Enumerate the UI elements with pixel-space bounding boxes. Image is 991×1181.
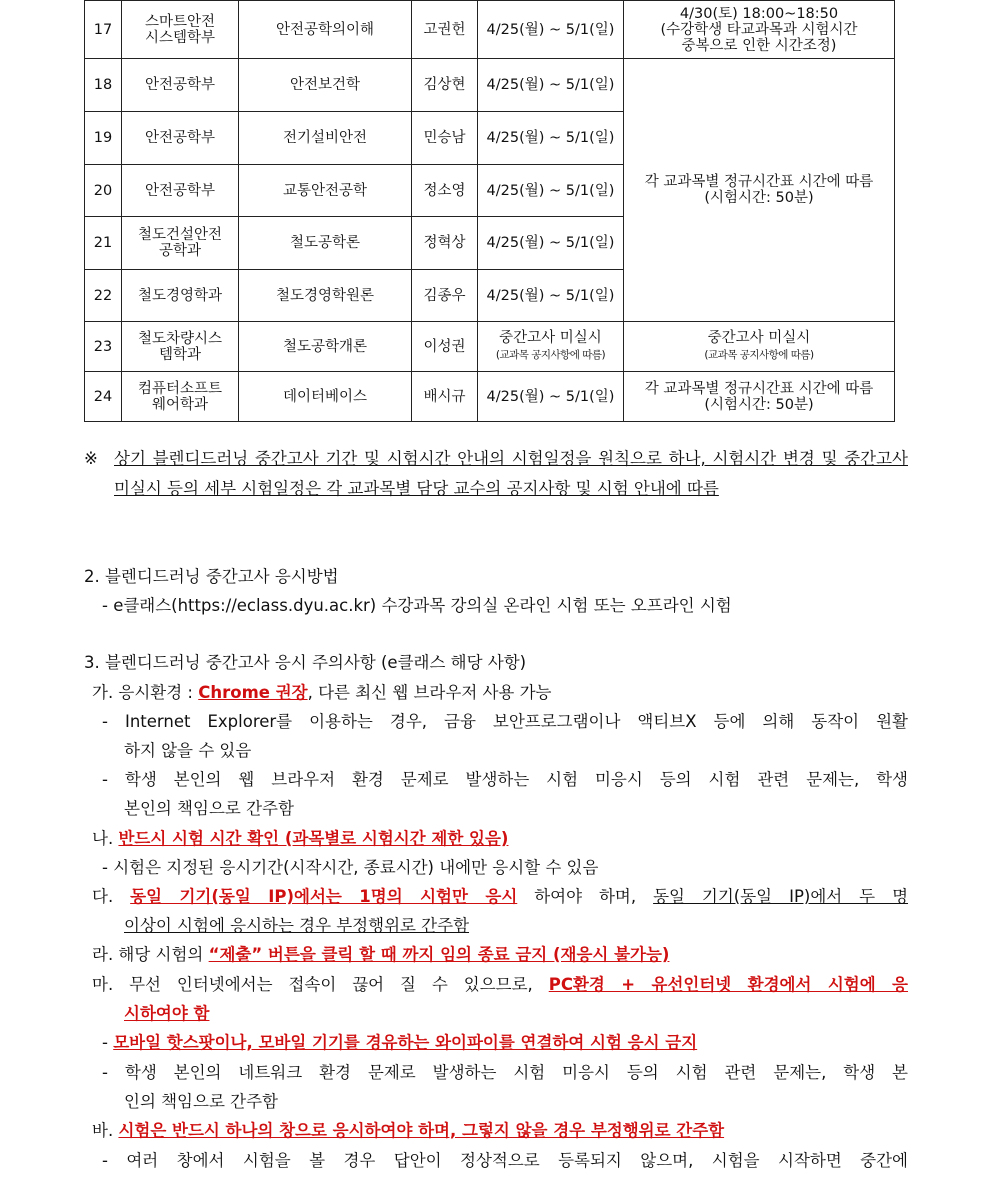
item-da-cont: 이상이 시험에 응시하는 경우 부정행위로 간주함 — [124, 916, 470, 935]
department-cell: 안전공학부 — [122, 112, 239, 165]
period-cell: 4/25(월) ~ 5/1(일) — [478, 270, 624, 322]
item-ma-sub2: - 학생 본인의 네트워크 환경 문제로 발생하는 시험 미응시 등의 시험 관련 문제는, 학생 본 — [102, 1063, 908, 1082]
course-cell: 철도공학개론 — [239, 322, 412, 372]
department-cell: 철도건설안전 공학과 — [122, 217, 239, 270]
course-cell: 철도공학론 — [239, 217, 412, 270]
item-ba-sub: - 여러 창에서 시험을 볼 경우 답안이 정상적으로 등록되지 않으며, 시험을 시작하면 중간에 — [102, 1151, 908, 1170]
period-cell: 4/25(월) ~ 5/1(일) — [478, 165, 624, 217]
course-cell: 전기설비안전 — [239, 112, 412, 165]
department-cell: 안전공학부 — [122, 59, 239, 112]
row-number: 23 — [85, 322, 122, 372]
item-na: 나. 반드시 시험 시간 확인 (과목별로 시험시간 제한 있음) — [92, 829, 509, 848]
item-ba: 바. 시험은 반드시 하나의 창으로 응시하여야 하며, 그렇지 않을 경우 부정행위로 간주함 — [92, 1121, 725, 1140]
note-text: 상기 블렌디드러닝 중간고사 기간 및 시험시간 안내의 시험일정을 원칙으로 하나, 시험시간 변경 및 중간고사 미실시 등의 세부 시험일정은 각 교과목별 담당 교수의 공지사항 및 시험 안내에 따름 — [114, 449, 908, 498]
period-cell: 중간고사 미실시 (교과목 공지사항에 따름) — [478, 322, 624, 372]
item-na-sub: - 시험은 지정된 응시기간(시작시간, 종료시간) 내에만 응시할 수 있음 — [102, 858, 599, 877]
row-number: 18 — [85, 59, 122, 112]
exam-schedule-table — [84, 0, 895, 422]
period-cell: 4/25(월) ~ 5/1(일) — [478, 112, 624, 165]
item-da: 다. 동일 기기(동일 IP)에서는 1명의 시험만 응시 하여야 하며, 동일 기기(동일 IP)에서 두 명 — [92, 887, 909, 906]
department-cell: 철도차량시스 템학과 — [122, 322, 239, 372]
section-2-item: - e클래스(https://eclass.dyu.ac.kr) 수강과목 강의실 온라인 시험 또는 오프라인 시험 — [102, 596, 732, 615]
row-number: 24 — [85, 372, 122, 422]
professor-cell: 고권헌 — [412, 1, 478, 59]
professor-cell: 민승남 — [412, 112, 478, 165]
professor-cell: 이성권 — [412, 322, 478, 372]
time-cell: 중간고사 미실시 (교과목 공지사항에 따름) — [624, 322, 895, 372]
row-number: 20 — [85, 165, 122, 217]
period-cell: 4/25(월) ~ 5/1(일) — [478, 59, 624, 112]
department-cell: 안전공학부 — [122, 165, 239, 217]
item-ma-sub2-cont: 인의 책임으로 간주함 — [124, 1092, 278, 1111]
professor-cell: 정혁상 — [412, 217, 478, 270]
department-cell: 컴퓨터소프트 웨어학과 — [122, 372, 239, 422]
course-cell: 철도경영학원론 — [239, 270, 412, 322]
item-ma-cont: 시하여야 함 — [124, 1004, 210, 1023]
department-cell: 철도경영학과 — [122, 270, 239, 322]
schedule-note — [84, 444, 908, 504]
table-row — [85, 372, 895, 422]
period-cell: 4/25(월) ~ 5/1(일) — [478, 217, 624, 270]
department-cell: 스마트안전 시스템학부 — [122, 1, 239, 59]
item-ra: 라. 해당 시험의 “제출” 버튼을 클릭 할 때 까지 임의 종료 금지 (재응시 불가능) — [92, 945, 670, 964]
course-cell: 교통안전공학 — [239, 165, 412, 217]
professor-cell: 김종우 — [412, 270, 478, 322]
row-number: 21 — [85, 217, 122, 270]
course-cell: 안전공학의이해 — [239, 1, 412, 59]
item-ma: 마. 무선 인터넷에서는 접속이 끊어 질 수 있으므로, PC환경 + 유선인터넷 환경에서 시험에 응 — [92, 975, 909, 994]
row-number: 17 — [85, 1, 122, 59]
reference-mark: ※ — [84, 449, 98, 468]
professor-cell: 정소영 — [412, 165, 478, 217]
table-row — [85, 59, 895, 112]
section-2-title: 2. 블렌디드러닝 중간고사 응시방법 — [84, 567, 339, 586]
time-cell: 4/30(토) 18:00~18:50 (수강학생 타교과목과 시험시간 중복으로 인한 시간조정) — [624, 1, 895, 59]
row-number: 19 — [85, 112, 122, 165]
table-row — [85, 322, 895, 372]
course-cell: 데이터베이스 — [239, 372, 412, 422]
row-number: 22 — [85, 270, 122, 322]
section-3-title: 3. 블렌디드러닝 중간고사 응시 주의사항 (e클래스 해당 사항) — [84, 653, 527, 672]
period-cell: 4/25(월) ~ 5/1(일) — [478, 1, 624, 59]
item-ma-sub1: - 모바일 핫스팟이나, 모바일 기기를 경유하는 와이파이를 연결하여 시험 응시 금지 — [102, 1033, 698, 1052]
period-cell: 4/25(월) ~ 5/1(일) — [478, 372, 624, 422]
professor-cell: 김상현 — [412, 59, 478, 112]
item-ga-sub1-cont: 하지 않을 수 있음 — [124, 741, 252, 760]
item-ga: 가. 응시환경 : Chrome 권장, 다른 최신 웹 브라우저 사용 가능 — [92, 683, 552, 702]
time-cell: 각 교과목별 정규시간표 시간에 따름 (시험시간: 50분) — [624, 372, 895, 422]
item-ga-sub2-cont: 본인의 책임으로 간주함 — [124, 799, 294, 818]
item-ga-sub2: - 학생 본인의 웹 브라우저 환경 문제로 발생하는 시험 미응시 등의 시험 관련 문제는, 학생 — [102, 770, 908, 789]
item-ga-sub1: - Internet Explorer를 이용하는 경우, 금융 보안프로그램이나 액티브X 등에 의해 동작이 원활 — [102, 712, 908, 731]
table-row — [85, 1, 895, 59]
course-cell: 안전보건학 — [239, 59, 412, 112]
professor-cell: 배시규 — [412, 372, 478, 422]
time-cell-merged: 각 교과목별 정규시간표 시간에 따름 (시험시간: 50분) — [624, 59, 895, 322]
